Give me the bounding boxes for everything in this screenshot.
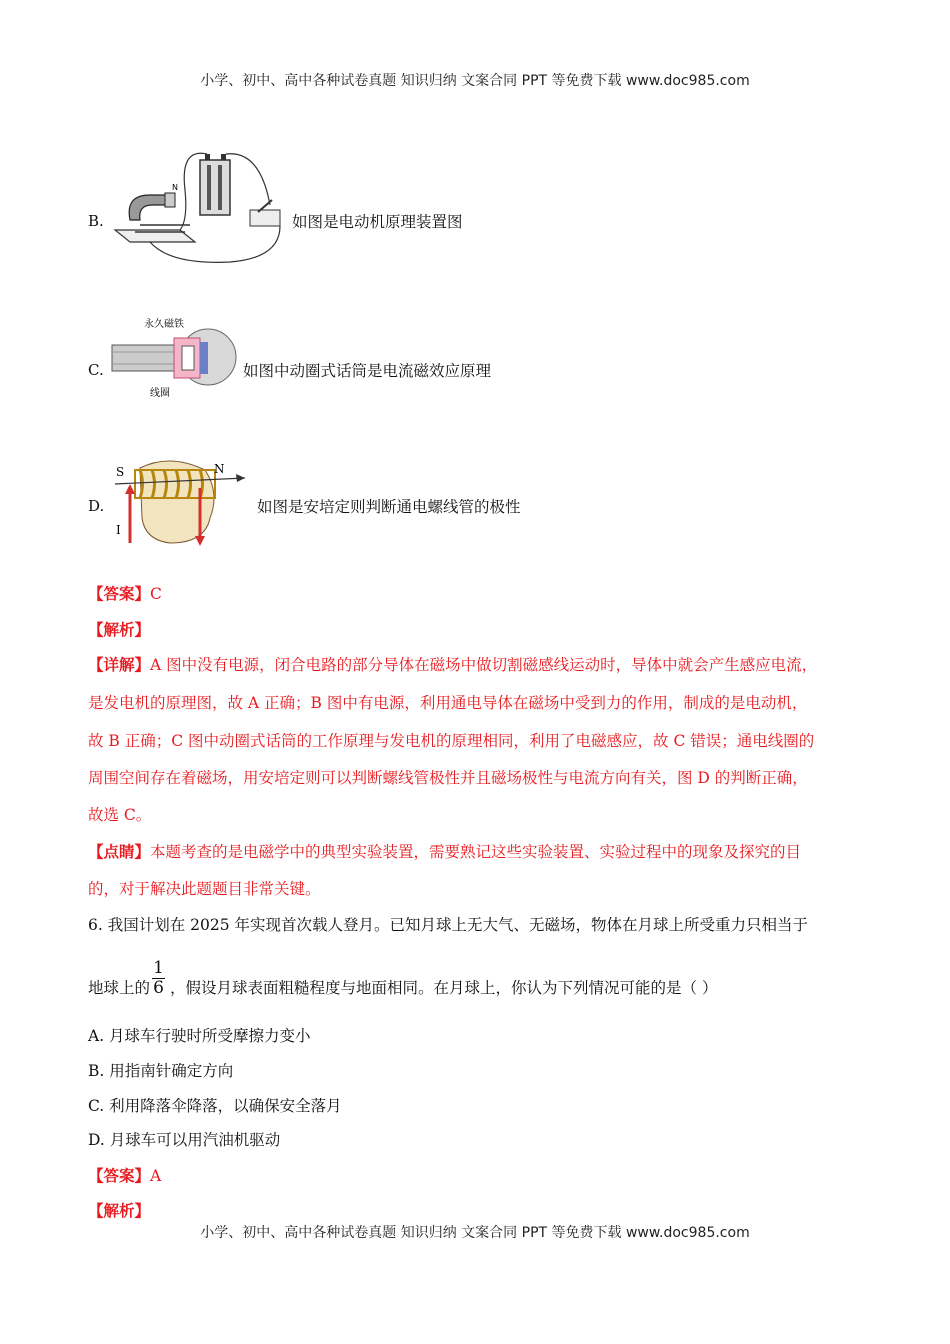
answer-value: C [150, 585, 162, 603]
fraction-one-sixth [152, 960, 165, 997]
microphone-figure [108, 312, 238, 402]
q5-analysis-heading [88, 618, 150, 640]
fig-label-coil: 线圈 [150, 388, 170, 399]
q6-stem-line-2 [88, 976, 717, 998]
q5-answer [88, 582, 162, 604]
motor-apparatus-figure [110, 150, 285, 270]
frac-numerator: 1 [153, 958, 164, 978]
q5-detail-line-4: 周围空间存在着磁场，用安培定则可以判断螺线管极性并且磁场极性与电流方向有关，图 D 的判断正确， [88, 769, 808, 787]
q6-stem-line-1: 6. 我国计划在 2025 年实现首次载人登月。已知月球上无大气、无磁场，物体在月球上所受重力只相当于 [88, 916, 809, 934]
page-header: 小学、初中、高中各种试卷真题 知识归纳 文案合同 PPT 等免费下载 www.doc985.com [200, 73, 750, 89]
q6-answer-tag: 【答案】 [88, 1166, 151, 1185]
q6-answer [88, 1164, 161, 1186]
page-footer: 小学、初中、高中各种试卷真题 知识归纳 文案合同 PPT 等免费下载 www.doc985.com [200, 1225, 750, 1241]
stem-post: ，假设月球表面粗糙程度与地面相同。在月球上，你认为下列情况可能的是（ ） [170, 979, 718, 997]
q6-analysis-tag: 【解析】 [88, 1201, 151, 1220]
fig-label-n: N [214, 462, 225, 476]
q5-comment-line-1 [88, 840, 801, 862]
option-d-letter: D. [88, 497, 105, 515]
answer-tag: 【答案】 [88, 584, 151, 603]
option-c-letter: C. [88, 361, 104, 379]
q6-option-d: D. 月球车可以用汽油机驱动 [88, 1131, 281, 1149]
option-b-caption: 如图是电动机原理装置图 [292, 213, 463, 231]
q5-detail-line-5: 故选 C。 [88, 806, 152, 824]
option-c-caption: 如图中动圈式话筒是电流磁效应原理 [243, 362, 492, 380]
frac-denominator: 6 [153, 978, 164, 998]
svg-text:N: N [172, 183, 178, 192]
comment-text: 本题考查的是电磁学中的典型实验装置，需要熟记这些实验装置、实验过程中的现象及探究的目 [150, 843, 802, 861]
detail-tag: 【详解】 [88, 655, 151, 674]
q6-option-b: B. 用指南针确定方向 [88, 1062, 234, 1080]
q5-detail-line-3: 故 B 正确；C 图中动圈式话筒的工作原理与发电机的原理相同，利用了电磁感应，故 C 错误；通电线圈的 [88, 732, 815, 750]
option-b-letter: B. [88, 212, 104, 230]
q5-detail-line-1 [88, 653, 817, 675]
analysis-tag: 【解析】 [88, 620, 151, 639]
q6-option-c: C. 利用降落伞降落，以确保安全落月 [88, 1097, 342, 1115]
q6-analysis-heading [88, 1199, 150, 1221]
fig-label-magnet: 永久磁铁 [144, 319, 184, 330]
detail-text: A 图中没有电源，闭合电路的部分导体在磁场中做切割磁感线运动时，导体中就会产生感应电流， [150, 656, 818, 674]
stem-pre: 地球上的 [88, 979, 151, 997]
q6-answer-value: A [150, 1167, 162, 1185]
fig-label-i: I [116, 523, 121, 537]
comment-tag: 【点睛】 [88, 842, 151, 861]
fig-label-s: S [116, 465, 125, 479]
q5-detail-line-2: 是发电机的原理图，故 A 正确；B 图中有电源，利用通电导体在磁场中受到力的作用，制成的是电动机， [88, 694, 808, 712]
q5-comment-line-2: 的，对于解决此题题目非常关键。 [88, 880, 321, 898]
option-d-caption: 如图是安培定则判断通电螺线管的极性 [257, 498, 521, 516]
q6-option-a: A. 月球车行驶时所受摩擦力变小 [88, 1027, 311, 1045]
ampere-rule-figure [110, 448, 250, 548]
